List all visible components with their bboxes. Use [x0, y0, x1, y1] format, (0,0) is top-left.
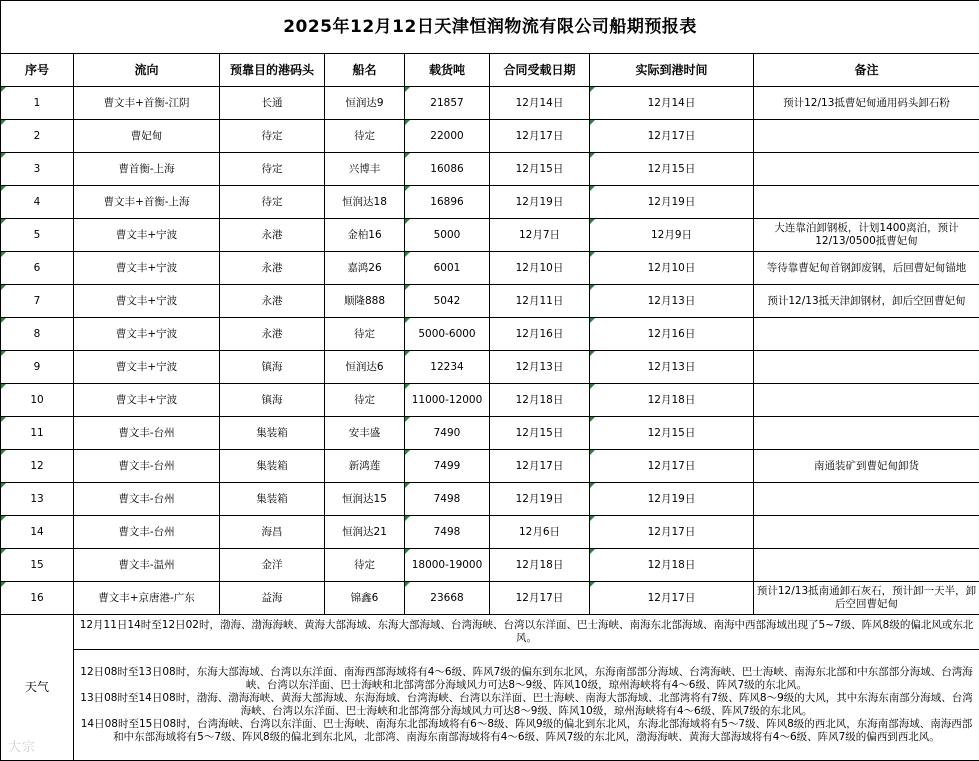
cell-contract-date: 12月11日 — [490, 285, 590, 318]
cell-tonnage: 5000 — [405, 219, 490, 252]
weather-forecast — [74, 650, 979, 761]
header-route: 流向 — [74, 54, 220, 87]
cell-destination-port: 集装箱 — [220, 417, 325, 450]
cell-index: 6 — [1, 252, 74, 285]
cell-remarks: 预计12/13抵曹妃甸通用码头卸石粉 — [754, 87, 979, 120]
cell-contract-date: 12月15日 — [490, 153, 590, 186]
cell-route: 曹文丰+首衡-江阴 — [74, 87, 220, 120]
cell-index: 11 — [1, 417, 74, 450]
table-row — [1, 582, 979, 615]
cell-route: 曹文丰+宁波 — [74, 219, 220, 252]
watermark-logo: 大宗 — [8, 740, 37, 755]
cell-remarks — [754, 120, 979, 153]
cell-index: 1 — [1, 87, 74, 120]
header-remarks: 备注 — [754, 54, 979, 87]
cell-tonnage: 5000-6000 — [405, 318, 490, 351]
page-title: 2025年12月12日天津恒润物流有限公司船期预报表 — [1, 1, 979, 54]
cell-ship-name: 待定 — [325, 549, 405, 582]
cell-remarks: 预计12/13抵南通卸石灰石，预计卸一天半，卸后空回曹妃甸 — [754, 582, 979, 615]
cell-arrival-time: 12月17日 — [590, 120, 754, 153]
cell-index: 10 — [1, 384, 74, 417]
cell-index: 16 — [1, 582, 74, 615]
cell-destination-port: 永港 — [220, 318, 325, 351]
cell-ship-name: 锦鑫6 — [325, 582, 405, 615]
cell-route: 曹文丰+宁波 — [74, 252, 220, 285]
weather-row — [1, 615, 979, 650]
cell-route: 曹文丰-台州 — [74, 450, 220, 483]
cell-destination-port: 永港 — [220, 219, 325, 252]
cell-contract-date: 12月19日 — [490, 186, 590, 219]
cell-contract-date: 12月18日 — [490, 384, 590, 417]
cell-remarks — [754, 549, 979, 582]
cell-tonnage: 23668 — [405, 582, 490, 615]
cell-destination-port: 待定 — [220, 186, 325, 219]
cell-index: 3 — [1, 153, 74, 186]
cell-arrival-time: 12月10日 — [590, 252, 754, 285]
cell-arrival-time: 12月13日 — [590, 285, 754, 318]
cell-tonnage: 22000 — [405, 120, 490, 153]
cell-destination-port: 永港 — [220, 252, 325, 285]
cell-route: 曹文丰+宁波 — [74, 318, 220, 351]
table-row — [1, 87, 979, 120]
cell-index: 15 — [1, 549, 74, 582]
cell-destination-port: 益海 — [220, 582, 325, 615]
cell-tonnage: 5042 — [405, 285, 490, 318]
table-header-row — [1, 54, 979, 87]
weather-text-first: 12月11日14时至12日02时，渤海、渤海海峡、黄海大部海域、东海大部海域、台湾海峡、台湾以东洋面、巴士海峡、南海东北部海域、南海中西部海域出现了5~7级、阵风8级的偏北风或东北风。 — [74, 615, 979, 650]
cell-arrival-time: 12月19日 — [590, 483, 754, 516]
cell-ship-name: 金柏16 — [325, 219, 405, 252]
cell-route: 曹文丰+首衡-上海 — [74, 186, 220, 219]
table-row — [1, 450, 979, 483]
cell-index: 8 — [1, 318, 74, 351]
cell-destination-port: 永港 — [220, 285, 325, 318]
cell-contract-date: 12月18日 — [490, 549, 590, 582]
table-row — [1, 318, 979, 351]
cell-remarks: 南通装矿到曹妃甸卸货 — [754, 450, 979, 483]
cell-contract-date: 12月16日 — [490, 318, 590, 351]
cell-tonnage: 6001 — [405, 252, 490, 285]
cell-ship-name: 待定 — [325, 318, 405, 351]
cell-route: 曹文丰-台州 — [74, 483, 220, 516]
cell-tonnage: 7490 — [405, 417, 490, 450]
cell-ship-name: 兴博丰 — [325, 153, 405, 186]
table-row — [1, 549, 979, 582]
cell-contract-date: 12月7日 — [490, 219, 590, 252]
cell-index: 13 — [1, 483, 74, 516]
cell-ship-name: 顺隆888 — [325, 285, 405, 318]
cell-arrival-time: 12月15日 — [590, 417, 754, 450]
cell-route: 曹文丰+宁波 — [74, 351, 220, 384]
cell-ship-name: 恒润达6 — [325, 351, 405, 384]
cell-remarks: 等待靠曹妃甸首钢卸废钢，后回曹妃甸锚地 — [754, 252, 979, 285]
cell-contract-date: 12月17日 — [490, 582, 590, 615]
cell-ship-name: 恒润达9 — [325, 87, 405, 120]
cell-index: 7 — [1, 285, 74, 318]
cell-arrival-time: 12月18日 — [590, 549, 754, 582]
cell-index: 2 — [1, 120, 74, 153]
header-contract-date: 合同受载日期 — [490, 54, 590, 87]
cell-contract-date: 12月13日 — [490, 351, 590, 384]
cell-ship-name: 恒润达15 — [325, 483, 405, 516]
cell-route: 曹文丰+京唐港-广东 — [74, 582, 220, 615]
cell-arrival-time: 12月15日 — [590, 153, 754, 186]
cell-route: 曹首衡-上海 — [74, 153, 220, 186]
table-row — [1, 483, 979, 516]
cell-remarks — [754, 516, 979, 549]
cell-tonnage: 7498 — [405, 516, 490, 549]
cell-contract-date: 12月15日 — [490, 417, 590, 450]
cell-ship-name: 安丰盛 — [325, 417, 405, 450]
weather-label: 天气 — [1, 615, 74, 761]
cell-contract-date: 12月6日 — [490, 516, 590, 549]
table-row — [1, 351, 979, 384]
cell-destination-port: 长通 — [220, 87, 325, 120]
cell-remarks — [754, 483, 979, 516]
cell-destination-port: 镇海 — [220, 351, 325, 384]
cell-route: 曹文丰+宁波 — [74, 384, 220, 417]
cell-destination-port: 集装箱 — [220, 450, 325, 483]
cell-destination-port: 待定 — [220, 120, 325, 153]
cell-arrival-time: 12月13日 — [590, 351, 754, 384]
cell-remarks: 预计12/13抵天津卸钢材，卸后空回曹妃甸 — [754, 285, 979, 318]
cell-contract-date: 12月19日 — [490, 483, 590, 516]
cell-destination-port: 集装箱 — [220, 483, 325, 516]
cell-destination-port: 镇海 — [220, 384, 325, 417]
cell-ship-name: 待定 — [325, 120, 405, 153]
table-row — [1, 153, 979, 186]
cell-tonnage: 18000-19000 — [405, 549, 490, 582]
cell-arrival-time: 12月14日 — [590, 87, 754, 120]
cell-tonnage: 7498 — [405, 483, 490, 516]
table-row — [1, 120, 979, 153]
weather-paragraph: 14日08时至15日08时，台湾海峡、台湾以东洋面、巴士海峡、南海东北部海域将有6～8级、阵风9级的偏北到东北风，东海北部海域将有5～7级、阵风8级的西北风，东海南部海域、南海西部和中东部海域将有5～7级、阵风8级的偏北到东北风，北部湾、南海东南部海域将有4～6级、阵风7级的东北风，渤海海峡、黄海大部海域将有4～6级、阵风7级的偏西到西北风。 — [80, 718, 973, 743]
cell-route: 曹文丰-台州 — [74, 417, 220, 450]
weather-paragraph: 13日08时至14日08时，渤海、渤海海峡、黄海大部海域、东海海域、台湾海峡、台湾以东洋面、巴士海峡、南海大部海域、北部湾将有7级、阵风8～9级的大风，其中东海东南部分海域、台湾海峡、台湾以东洋面、巴士海峡和北部湾部分海域风力可达8～9级、阵风10级，琼州海峡将有4～6级、阵风7级的东北风。 — [80, 692, 973, 717]
table-row — [1, 417, 979, 450]
cell-ship-name: 嘉鸿26 — [325, 252, 405, 285]
cell-index: 9 — [1, 351, 74, 384]
cell-destination-port: 金洋 — [220, 549, 325, 582]
cell-route: 曹文丰-台州 — [74, 516, 220, 549]
table-row — [1, 252, 979, 285]
cell-remarks — [754, 153, 979, 186]
header-ship-name: 船名 — [325, 54, 405, 87]
weather-paragraph: 12日08时至13日08时，东海大部海域、台湾以东洋面、南海西部海域将有4～6级、阵风7级的偏东到东北风，东海南部部分海域、台湾海峡、巴士海峡、南海东北部和中东部部分海域、台湾海峡、台湾以东洋面、巴士海峡和北部湾部分海域风力可达8～9级、阵风10级，琼州海峡将有4～6级、阵风7级的东北风。 — [80, 666, 973, 691]
cell-route: 曹文丰-温州 — [74, 549, 220, 582]
header-destination-port: 预靠目的港码头 — [220, 54, 325, 87]
cell-contract-date: 12月17日 — [490, 120, 590, 153]
header-index: 序号 — [1, 54, 74, 87]
cell-tonnage: 21857 — [405, 87, 490, 120]
cell-contract-date: 12月17日 — [490, 450, 590, 483]
cell-route: 曹文丰+宁波 — [74, 285, 220, 318]
cell-remarks — [754, 318, 979, 351]
table-row — [1, 219, 979, 252]
cell-tonnage: 16086 — [405, 153, 490, 186]
cell-remarks: 大连靠泊卸钢板，计划1400离泊，预计12/13/0500抵曹妃甸 — [754, 219, 979, 252]
cell-remarks — [754, 351, 979, 384]
cell-ship-name: 待定 — [325, 384, 405, 417]
cell-tonnage: 11000-12000 — [405, 384, 490, 417]
cell-contract-date: 12月14日 — [490, 87, 590, 120]
cell-remarks — [754, 384, 979, 417]
cell-ship-name: 恒润达18 — [325, 186, 405, 219]
cell-arrival-time: 12月9日 — [590, 219, 754, 252]
cell-contract-date: 12月10日 — [490, 252, 590, 285]
cell-ship-name: 恒润达21 — [325, 516, 405, 549]
cell-remarks — [754, 417, 979, 450]
cell-arrival-time: 12月17日 — [590, 450, 754, 483]
table-row — [1, 285, 979, 318]
cell-tonnage: 16896 — [405, 186, 490, 219]
table-row — [1, 516, 979, 549]
cell-tonnage: 7499 — [405, 450, 490, 483]
cell-arrival-time: 12月17日 — [590, 516, 754, 549]
cell-index: 5 — [1, 219, 74, 252]
table-row — [1, 186, 979, 219]
cell-remarks — [754, 186, 979, 219]
cell-arrival-time: 12月19日 — [590, 186, 754, 219]
cell-index: 14 — [1, 516, 74, 549]
cell-tonnage: 12234 — [405, 351, 490, 384]
cell-index: 4 — [1, 186, 74, 219]
table-row — [1, 384, 979, 417]
cell-ship-name: 新鸿莲 — [325, 450, 405, 483]
cell-index: 12 — [1, 450, 74, 483]
cell-destination-port: 海昌 — [220, 516, 325, 549]
weather-row — [1, 650, 979, 761]
cell-arrival-time: 12月17日 — [590, 582, 754, 615]
cell-arrival-time: 12月16日 — [590, 318, 754, 351]
header-arrival-time: 实际到港时间 — [590, 54, 754, 87]
cell-destination-port: 待定 — [220, 153, 325, 186]
header-tonnage: 载货吨 — [405, 54, 490, 87]
cell-route: 曹妃甸 — [74, 120, 220, 153]
cell-arrival-time: 12月18日 — [590, 384, 754, 417]
